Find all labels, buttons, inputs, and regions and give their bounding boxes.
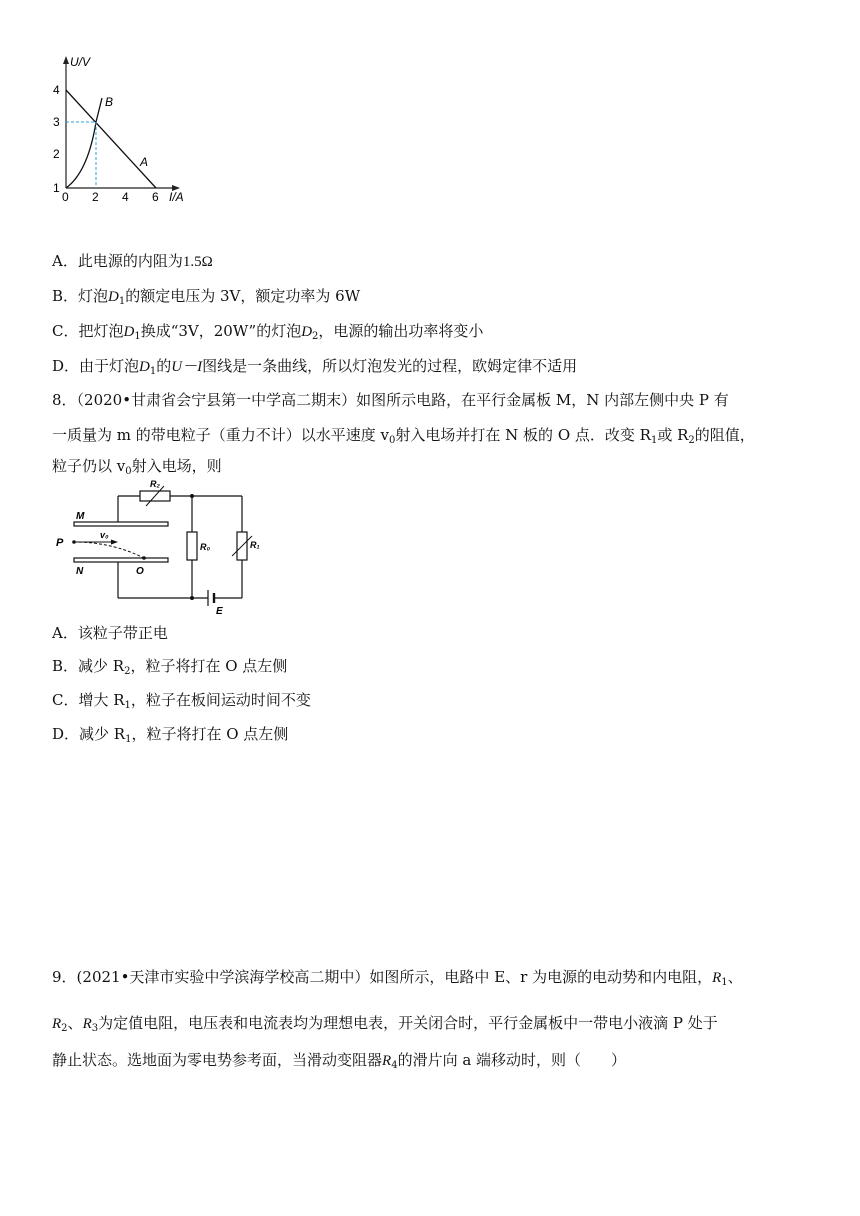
q9-line1-sub: 1: [721, 977, 728, 988]
q9-line2-sep: 、: [67, 1014, 83, 1032]
label-r2: R₂: [150, 479, 160, 489]
q8-line3-sub: 0: [125, 466, 132, 477]
q7-option-a-value: 1.5Ω: [182, 254, 213, 270]
y-tick-3: 3: [53, 115, 60, 129]
velocity-arrowhead: [111, 540, 118, 545]
y-tick-1: 1: [53, 181, 60, 195]
q7-option-c-pre: C．把灯泡: [52, 322, 124, 340]
curve-b: [66, 98, 102, 188]
q8-line2-mid: 射入电场并打在 N 板的 O 点．改变 R: [395, 426, 651, 444]
y-tick-4: 4: [53, 83, 60, 97]
q8-line2-post: 的阻值，: [694, 426, 755, 444]
q7-option-a-text: A．此电源的内阻为: [52, 252, 183, 270]
q7-option-d-sub: 1: [149, 366, 157, 377]
u-i-graph: [50, 50, 200, 210]
q8-option-d-pre: D．减少 R: [52, 725, 126, 743]
q8-option-b-pre: B．减少 R: [52, 657, 125, 675]
q8-option-a: A．该粒子带正电: [52, 624, 168, 642]
q7-option-d-post: 图线是一条曲线，所以灯泡发光的过程，欧姆定律不适用: [202, 357, 578, 375]
q9-line3-pre: 静止状态。选地面为零电势参考面，当滑动变阻器: [52, 1051, 383, 1069]
plate-n: [74, 558, 168, 562]
q8-circuit-diagram: [52, 478, 262, 618]
q8-option-b: [52, 656, 287, 682]
plate-m: [74, 522, 168, 526]
q8-option-b-sub: 2: [124, 666, 131, 677]
resistor-r0: [187, 532, 197, 560]
point-o: [142, 556, 146, 560]
q7-option-c-post: ，电源的输出功率将变小: [318, 322, 484, 340]
q9-stem-line3: [52, 1050, 626, 1076]
label-o: O: [136, 566, 144, 577]
y-axis-label: U/V: [70, 55, 91, 69]
q8-line2-pre: 一质量为 m 的带电粒子（重力不计）以水平速度 v: [52, 426, 390, 444]
q9-line3-sub: 4: [391, 1060, 398, 1071]
q7-option-a: [52, 251, 213, 272]
x-axis-label: I/A: [169, 190, 184, 204]
label-v0: v₀: [100, 530, 109, 540]
q9-line2-sub3: 3: [91, 1023, 99, 1034]
label-n: N: [76, 566, 84, 577]
q7-option-d-pre: D．由于灯泡: [52, 357, 140, 375]
q7-option-c-d2: D: [301, 324, 313, 340]
q7-option-b-post: 的额定电压为 3V，额定功率为 6W: [125, 287, 361, 305]
q8-line2-sub2: 2: [688, 435, 695, 446]
q8-line2-sub1: 1: [650, 435, 658, 446]
label-a: A: [140, 155, 149, 169]
x-tick-0: 0: [62, 190, 69, 204]
label-r0: R₀: [200, 542, 211, 552]
q7-option-b: [52, 286, 360, 312]
q7-option-c-mid: 换成“3V，20W”的灯泡: [140, 322, 302, 340]
q7-option-d-d: D: [139, 359, 150, 375]
particle-trajectory: [74, 542, 144, 558]
q8-option-b-post: ，粒子将打在 O 点左侧: [130, 657, 288, 675]
q7-option-d-mid1: 的: [156, 357, 172, 375]
q9-line2-r3: R: [82, 1016, 92, 1032]
q9-stem-line2: [52, 1013, 718, 1039]
q8-option-c-post: ，粒子在板间运动时间不变: [130, 691, 311, 709]
q8-line3-pre: 粒子仍以 v: [52, 457, 126, 475]
q8-option-d: [52, 724, 288, 750]
q8-option-d-sub: 1: [125, 734, 132, 745]
q9-line1-r: R: [712, 970, 722, 986]
q9-line2-post: 为定值电阻，电压表和电流表均为理想电表，开关闭合时，平行金属板中一带电小液滴 P 处于: [98, 1014, 718, 1032]
q7-option-b-pre: B．灯泡: [52, 287, 109, 305]
q8-option-c-sub: 1: [124, 700, 131, 711]
q9-line1-pre: 9．(2021•天津市实验中学滨海学校高二期中）如图所示，电路中 E、r 为电源的电动势和内电阻，: [52, 968, 713, 986]
q7-option-d: [52, 356, 577, 382]
q9-stem-line1: [52, 967, 743, 993]
q9-line2-sub2: 2: [61, 1023, 68, 1034]
q7-option-c: [52, 321, 483, 347]
q8-option-c-pre: C．增大 R: [52, 691, 125, 709]
q7-option-c-sub1: 1: [134, 331, 141, 342]
label-b: B: [105, 95, 114, 109]
q9-line3-post: 的滑片向 a 端移动时，则（ ）: [397, 1051, 627, 1069]
label-r1: R₁: [250, 540, 260, 550]
q7-option-c-d1: D: [123, 324, 135, 340]
q7-option-b-d: D: [108, 289, 119, 305]
q7-option-c-sub2: 2: [312, 331, 319, 342]
x-tick-2: 2: [92, 190, 99, 204]
y-axis-arrow: [63, 56, 69, 64]
q7-option-b-sub: 1: [118, 296, 126, 307]
q8-line2-mid2: 或 R: [657, 426, 689, 444]
q9-line3-r: R: [382, 1053, 392, 1069]
label-p: P: [56, 537, 64, 549]
q8-option-c: [52, 690, 311, 716]
q7-option-d-ui: U－I: [171, 359, 203, 375]
q8-line3-post: 射入电场，则: [131, 457, 222, 475]
q8-stem-line1: 8．（2020•甘肃省会宁县第一中学高二期末）如图所示电路，在平行金属板 M，N 内部左侧中央 P 有: [52, 391, 729, 409]
x-tick-4: 4: [122, 190, 129, 204]
q8-option-d-post: ，粒子将打在 O 点左侧: [131, 725, 289, 743]
q8-line2-sub0: 0: [389, 435, 396, 446]
q9-line2-r2: R: [52, 1016, 62, 1032]
y-tick-2: 2: [53, 147, 60, 161]
label-m: M: [76, 511, 85, 522]
x-tick-6: 6: [152, 190, 159, 204]
label-e: E: [216, 606, 223, 617]
q8-stem-line2: [52, 425, 755, 451]
q9-line1-post: 、: [727, 968, 743, 986]
